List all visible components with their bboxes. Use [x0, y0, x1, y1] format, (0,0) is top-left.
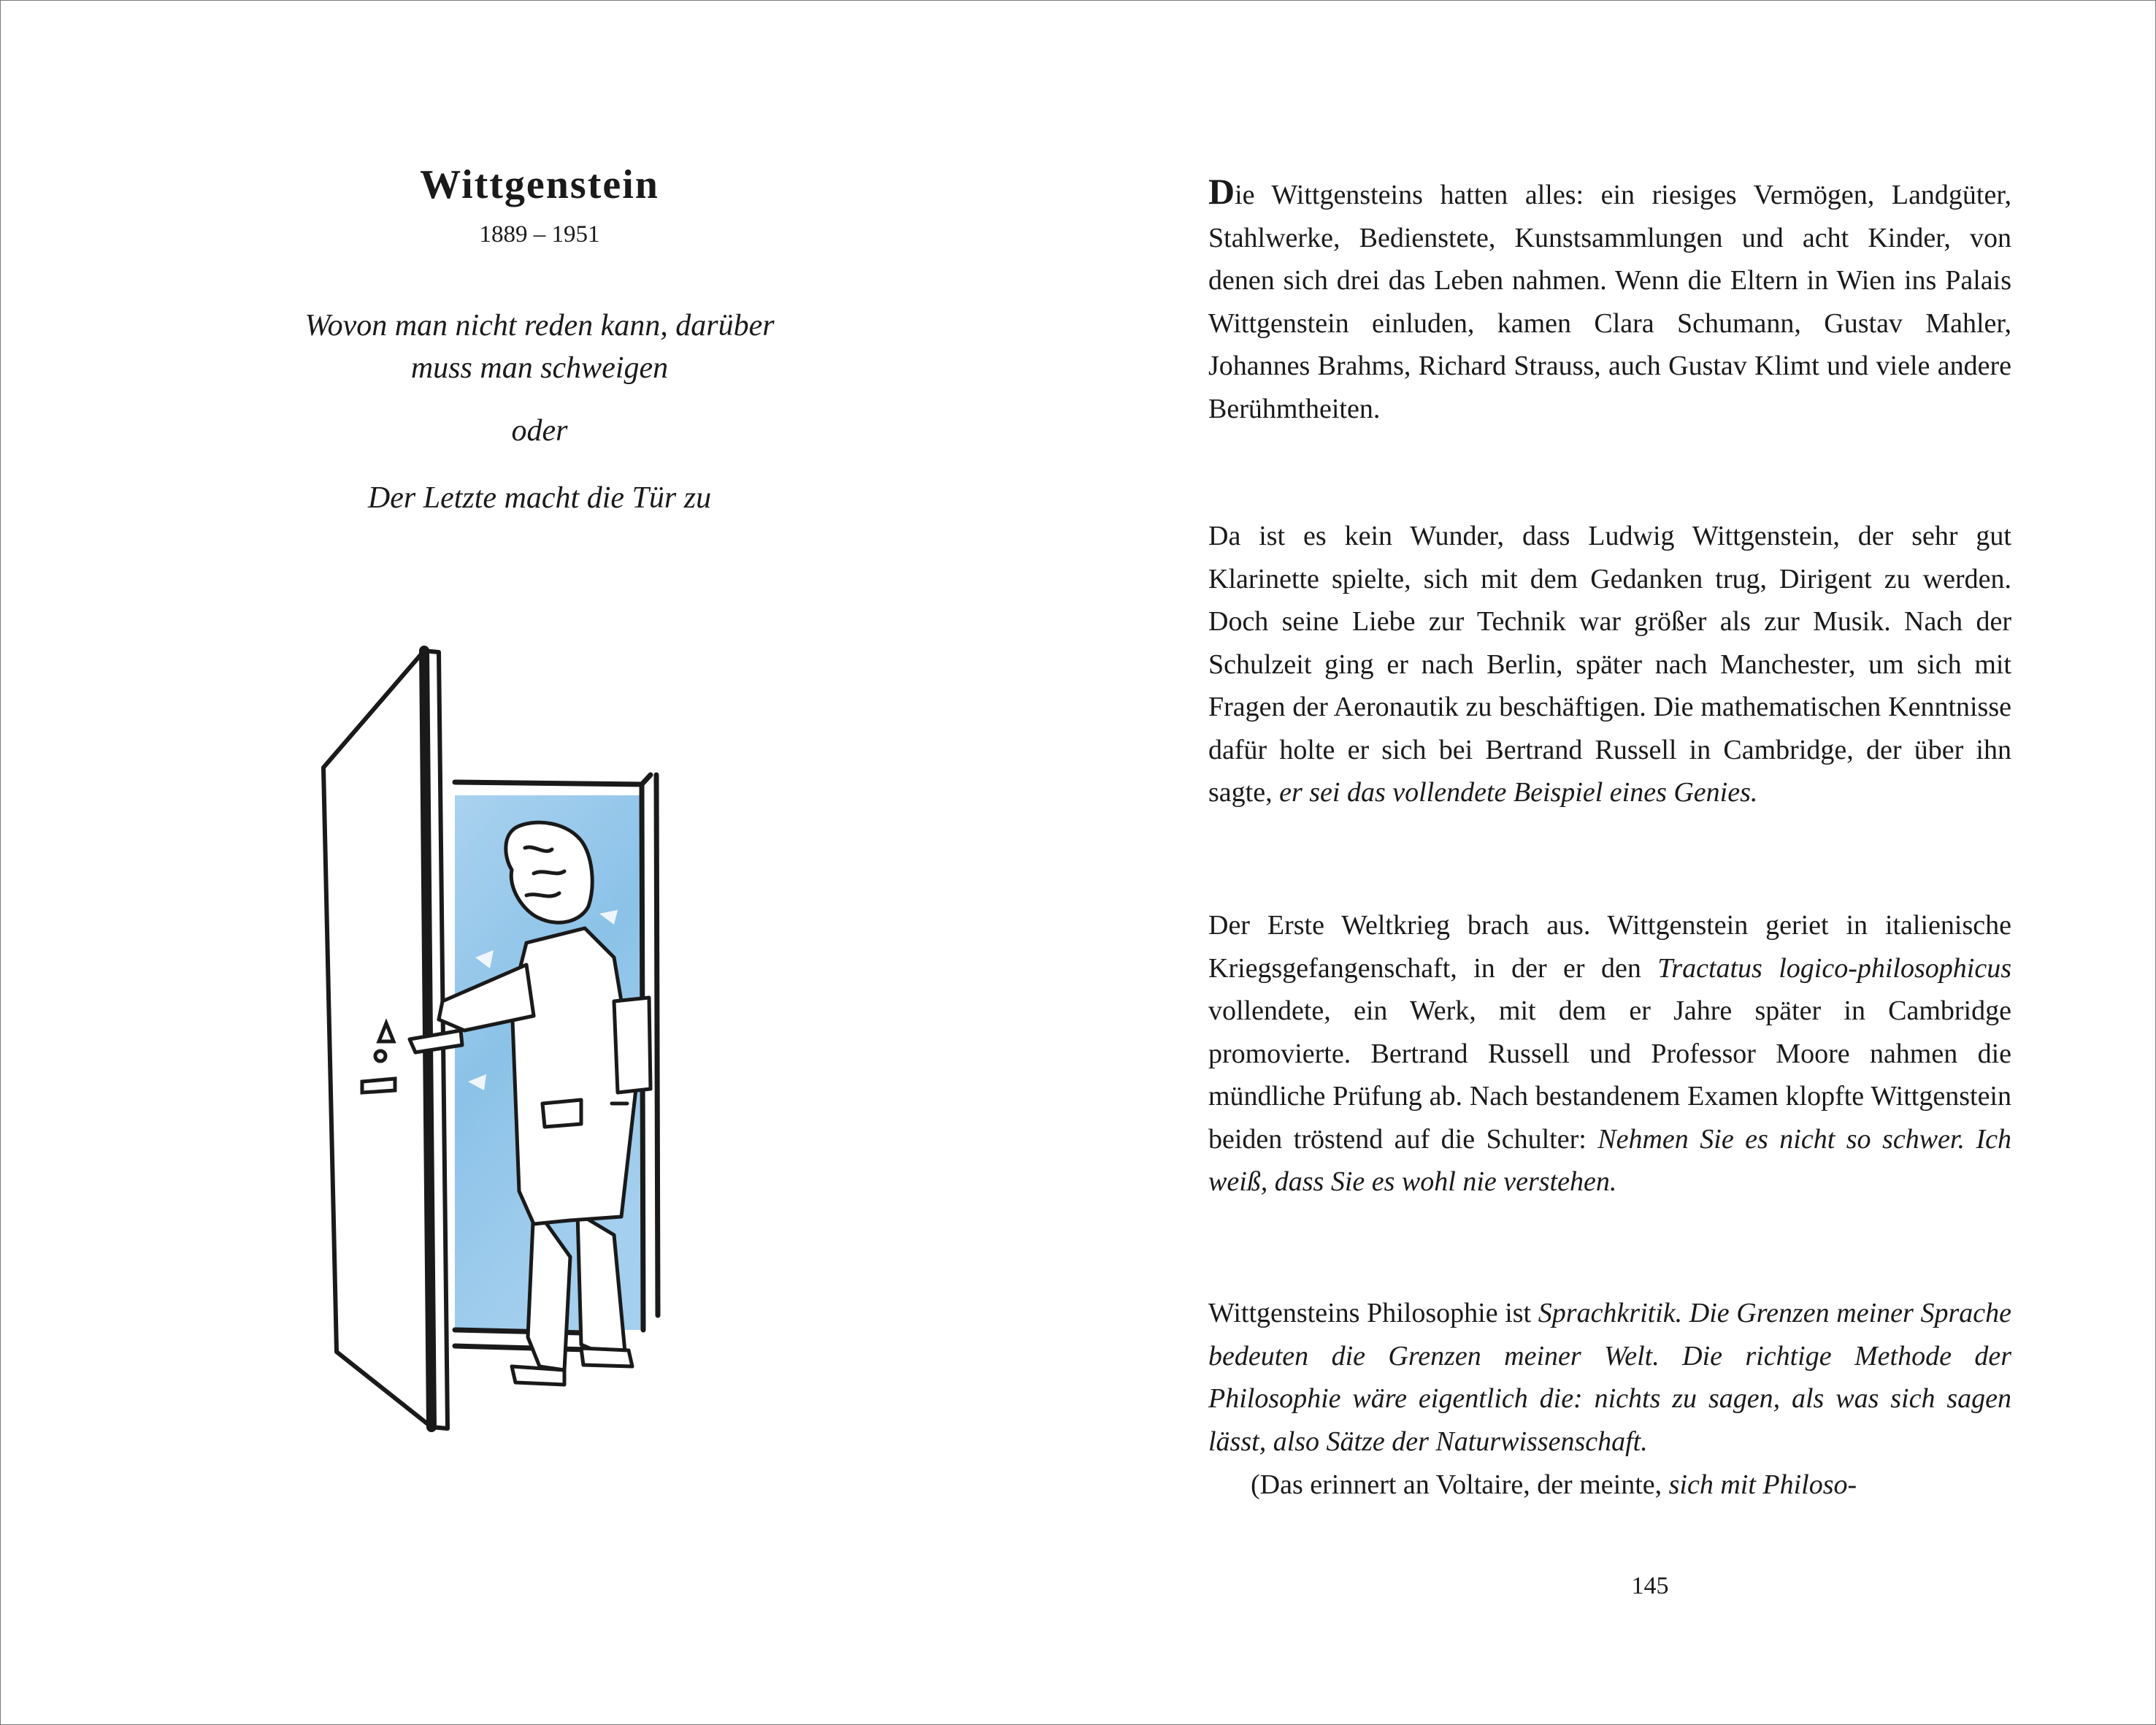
paragraph-4-quote: Sprachkritik. Die Grenzen meiner Sprache bedeuten die Grenzen meiner Welt. Die richtige Methode der Philosophie wäre eigentlich die: nichts zu sagen, als was sich sagen lässt, also Sätze der Naturwissenschaft. [1208, 1298, 2011, 1457]
chapter-subtitle-2: Der Letzte macht die Tür zu [367, 481, 712, 515]
paragraph-3-quote: Nehmen Sie es nicht so schwer. Ich weiß, dass Sie es wohl nie verstehen. [1208, 1123, 2011, 1197]
paragraph-1-text: ie Wittgensteins hatten alles: ein riesiges Vermögen, Landgüter, Stahlwerke, Bedienstete, Kunstsammlungen und acht Kinder, von denen sich drei das Leben nahmen. Wenn die Eltern in Wien ins Palais Wittgenstein einluden, kamen Clara Schumann, Gustav Mahler, Johannes Brahms, Richard Strauss, auch Gustav Klimt und viele andere Berühmtheiten. [1208, 180, 2011, 424]
door-illustration [293, 636, 775, 1447]
right-page [1078, 1, 2156, 1724]
paragraph-2 [1208, 515, 2011, 814]
paragraph-4 [1208, 1292, 2011, 1463]
subtitle-or: oder [511, 414, 568, 448]
paragraph-3 [1208, 904, 2011, 1204]
paragraph-2-text: Da ist es kein Wunder, dass Ludwig Wittgenstein, der sehr gut Klarinette spielte, sich mit dem Gedanken trug, Dirigent zu werden. Doch seine Liebe zur Technik war größer als zur Musik. Nach der Schulzeit ging er nach Berlin, später nach Manchester, um sich mit Fragen der Aeronautik zu beschäftigen. Die mathematischen Kenntnisse dafür holte er sich bei Bertrand Russell in Cambridge, der über ihn sagte, [1208, 521, 2011, 808]
paragraph-5-text: (Das erinnert an Voltaire, der meinte, [1251, 1469, 1662, 1500]
paragraph-5 [1208, 1464, 2011, 1507]
paragraph-3-text-b: vollendete, ein Werk, mit dem er Jahre später in Cambridge promovierte. Bertrand Russell und Professor Moore nahmen die mündliche Prüfung ab. Nach bestandenem Examen klopfte Wittgenstein beiden tröstend auf die Schulter: [1208, 995, 2011, 1155]
paragraph-4-text: Wittgensteins Philosophie ist [1208, 1298, 1532, 1328]
subtitle-line-2: muss man schweigen [410, 351, 669, 385]
subtitle-line-1: Wovon man nicht reden kann, darüber [304, 309, 775, 343]
paragraph-5-quote: sich mit Philoso- [1668, 1469, 1857, 1500]
paragraph-1 [1208, 170, 2011, 430]
left-page [1, 1, 1078, 1724]
paragraph-3-title: Tractatus logico-philosophicus [1657, 952, 2011, 984]
chapter-years: 1889 – 1951 [479, 221, 600, 248]
drop-cap: D [1208, 171, 1235, 212]
page-number: 145 [1631, 1572, 1669, 1599]
chapter-title: Wittgenstein [420, 162, 659, 207]
paragraph-2-quote: er sei das vollendete Beispiel eines Genies. [1279, 777, 1758, 808]
chapter-subtitle-1 [1, 305, 1078, 389]
paragraph-3-text-a: Der Erste Weltkrieg brach aus. Wittgenstein geriet in italienische Kriegsgefangenschaft, in der er den [1208, 910, 2011, 984]
